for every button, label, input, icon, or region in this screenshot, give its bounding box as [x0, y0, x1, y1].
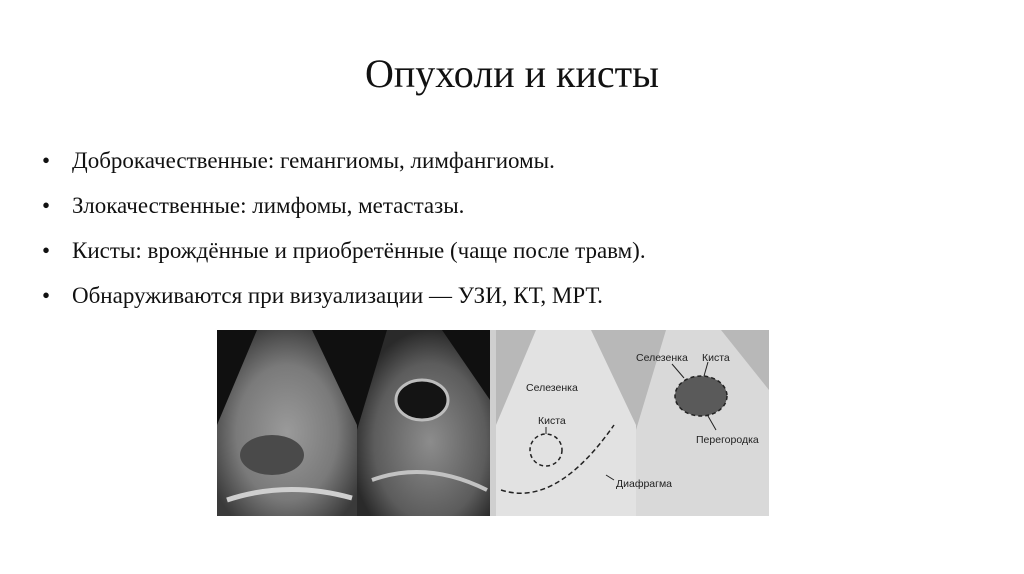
annotated-schematic — [496, 330, 769, 516]
bullet-item — [38, 228, 938, 273]
label-septum: Перегородка — [696, 434, 759, 446]
bullet-text: Доброкачественные: гемангиомы, лимфангиомы. — [72, 148, 555, 173]
bullet-list — [38, 138, 938, 318]
bullet-text: Злокачественные: лимфомы, метастазы. — [72, 193, 465, 218]
label-cyst-left: Киста — [538, 415, 566, 427]
label-cyst-right: Киста — [702, 352, 730, 364]
label-diaphragm: Диафрагма — [616, 478, 673, 490]
page-title: Опухоли и кисты — [365, 51, 659, 96]
ultrasound-scan-photo — [217, 330, 490, 516]
bullet-text: Кисты: врождённые и приобретённые (чаще после травм). — [72, 238, 646, 263]
bullet-marker: • — [42, 193, 51, 218]
bullet-marker: • — [42, 148, 51, 173]
bullet-item — [38, 138, 938, 183]
bullet-marker: • — [42, 283, 51, 308]
bullet-item — [38, 183, 938, 228]
ultrasound-scan-image — [217, 330, 490, 516]
bullet-item — [38, 273, 938, 318]
bullet-text: Обнаруживаются при визуализации — УЗИ, КТ, МРТ. — [72, 283, 603, 308]
label-spleen-right: Селезенка — [636, 352, 688, 364]
bullet-marker: • — [42, 238, 51, 263]
label-spleen-left: Селезенка — [526, 382, 578, 394]
ultrasound-figure — [217, 330, 769, 516]
